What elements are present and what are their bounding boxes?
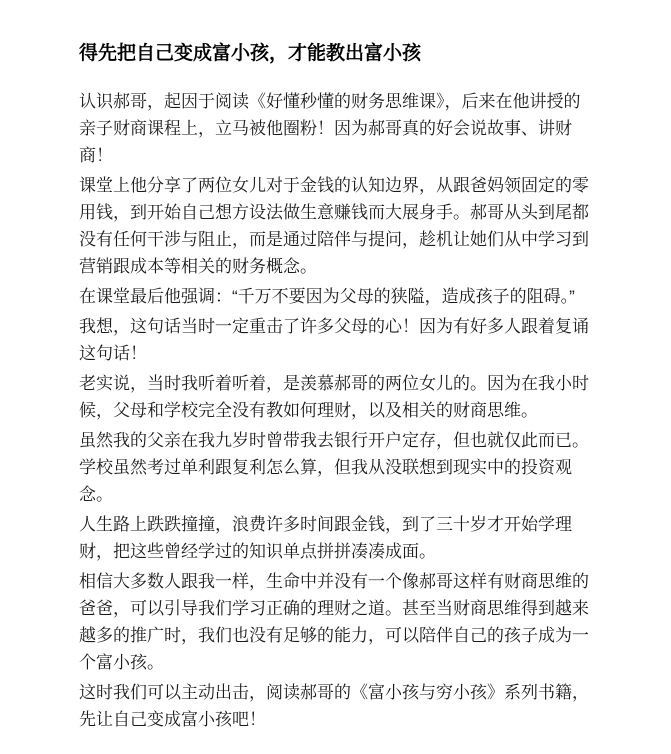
article-paragraph: 相信大多数人跟我一样，生命中并没有一个像郝哥这样有财商思维的爸爸，可以引导我们学习正确的理财之道。甚至当财商思维得到越来越多的推广时，我们也没有足够的能力，可以陪伴自己的孩子成为一个富小孩。	[79, 572, 589, 672]
article-paragraph: 课堂上他分享了两位女儿对于金钱的认知边界，从跟爸妈领固定的零用钱，到开始自己想方设法做生意赚钱而大展身手。郝哥从头到尾都没有任何干涉与阻止，而是通过陪伴与提问，趁机让她们从中学习到营销跟成本等相关的财务概念。	[79, 176, 589, 276]
article-paragraph: 人生路上跌跌撞撞，浪费许多时间跟金钱，到了三十岁才开始学理财，把这些曾经学过的知识单点拼拼凑凑成面。	[79, 515, 572, 561]
article-paragraph: 老实说，当时我听着听着，是羡慕郝哥的两位女儿的。因为在我小时候，父母和学校完全没有教如何理财，以及相关的财商思维。	[79, 374, 589, 420]
article-paragraph: 在课堂最后他强调：“千万不要因为父母的狭隘，造成孩子的阻碍。”	[79, 287, 575, 306]
document-page	[79, 40, 591, 736]
article-paragraph: 这时我们可以主动出击，阅读郝哥的《富小孩与穷小孩》系列书籍，先让自己变成富小孩吧！	[79, 683, 589, 729]
article-paragraph: 虽然我的父亲在我九岁时曾带我去银行开户定存，但也就仅此而已。学校虽然考过单利跟复利怎么算，但我从没联想到现实中的投资观念。	[79, 431, 589, 504]
article-title: 得先把自己变成富小孩，才能教出富小孩	[79, 43, 422, 64]
article-paragraph: 我想，这句话当时一定重击了许多父母的心！因为有好多人跟着复诵这句话！	[79, 317, 589, 363]
article-paragraph: 认识郝哥，起因于阅读《好懂秒懂的财务思维课》，后来在他讲授的亲子财商课程上，立马被他圈粉！因为郝哥真的好会说故事、讲财商！	[79, 92, 581, 165]
